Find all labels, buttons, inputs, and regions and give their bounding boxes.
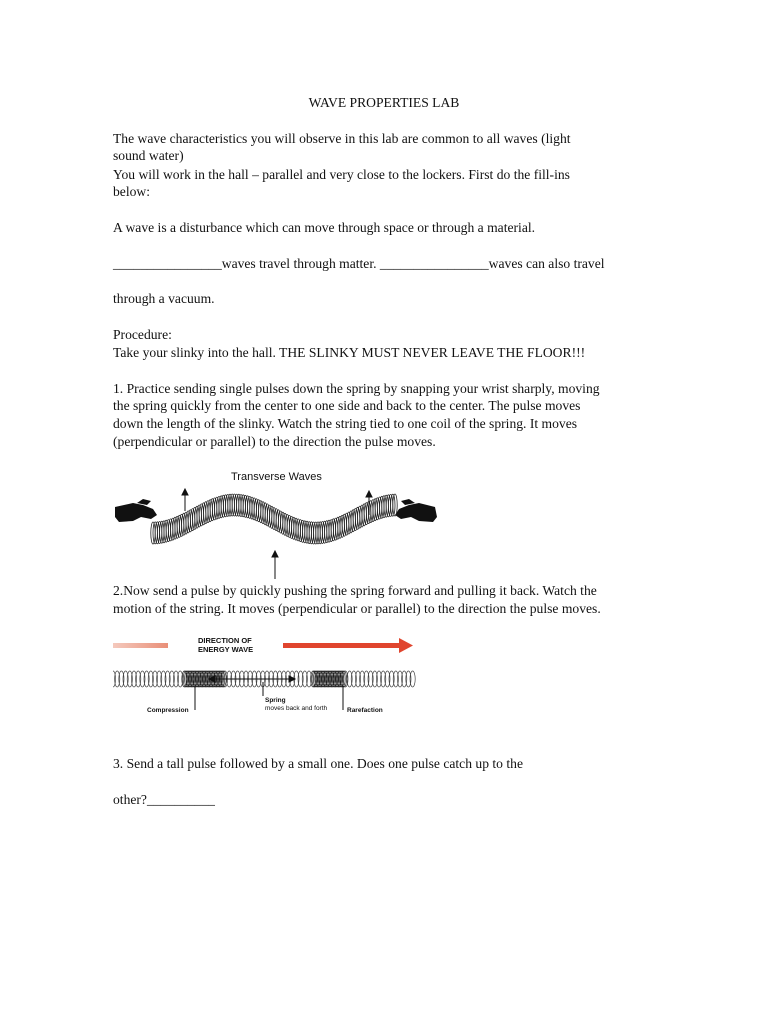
step2-line-2: motion of the string. It moves (perpendicular or parallel) to the direction the pulse moves. (113, 601, 601, 616)
left-hand-icon (115, 499, 157, 522)
wave-definition: A wave is a disturbance which can move through space or through a material. (113, 220, 536, 235)
transverse-waves-title: Transverse Waves (231, 471, 322, 483)
intro-line-1: The wave characteristics you will observe in this lab are common to all waves (light (113, 131, 571, 146)
fill-in-line-1: ________________waves travel through matter. ________________waves can also travel (113, 256, 605, 271)
procedure-instruction: Take your slinky into the hall. THE SLINKY MUST NEVER LEAVE THE FLOOR!!! (113, 345, 586, 360)
fill-in-line-2: through a vacuum. (113, 291, 215, 306)
transverse-wave-figure (113, 465, 443, 585)
step3-line-2: other?__________ (113, 792, 215, 807)
step1-line-2: the spring quickly from the center to one side and back to the center. The pulse moves (113, 398, 581, 413)
spring-motion-label: moves back and forth (265, 705, 328, 712)
compression-label: Compression (147, 707, 189, 714)
intro-line-2: sound water) (113, 148, 184, 163)
step1-line-4: (perpendicular or parallel) to the direction the pulse moves. (113, 434, 436, 449)
direction-label-line1: DIRECTION OF (198, 636, 252, 645)
right-hand-icon (395, 499, 437, 522)
direction-label-line2: ENERGY WAVE (198, 645, 254, 654)
energy-arrow-tail (113, 643, 168, 648)
longitudinal-wave-figure (113, 630, 423, 720)
intro-line-4: below: (113, 184, 150, 199)
step2-line-1: 2.Now send a pulse by quickly pushing the spring forward and pulling it back. Watch the (113, 583, 597, 598)
step1-line-1: 1. Practice sending single pulses down the spring by snapping your wrist sharply, moving (113, 381, 600, 396)
spring-label: Spring (265, 697, 286, 704)
energy-direction-arrow-icon (283, 638, 413, 653)
intro-line-3: You will work in the hall – parallel and very close to the lockers. First do the fill-ins (113, 167, 570, 182)
step3-line-1: 3. Send a tall pulse followed by a small one. Does one pulse catch up to the (113, 756, 523, 771)
rarefaction-label: Rarefaction (347, 707, 383, 714)
slinky-coils (151, 494, 397, 544)
page-title: WAVE PROPERTIES LAB (308, 95, 460, 110)
procedure-heading: Procedure: (113, 327, 172, 342)
step1-line-3: down the length of the slinky. Watch the string tied to one coil of the spring. It moves (113, 416, 578, 431)
